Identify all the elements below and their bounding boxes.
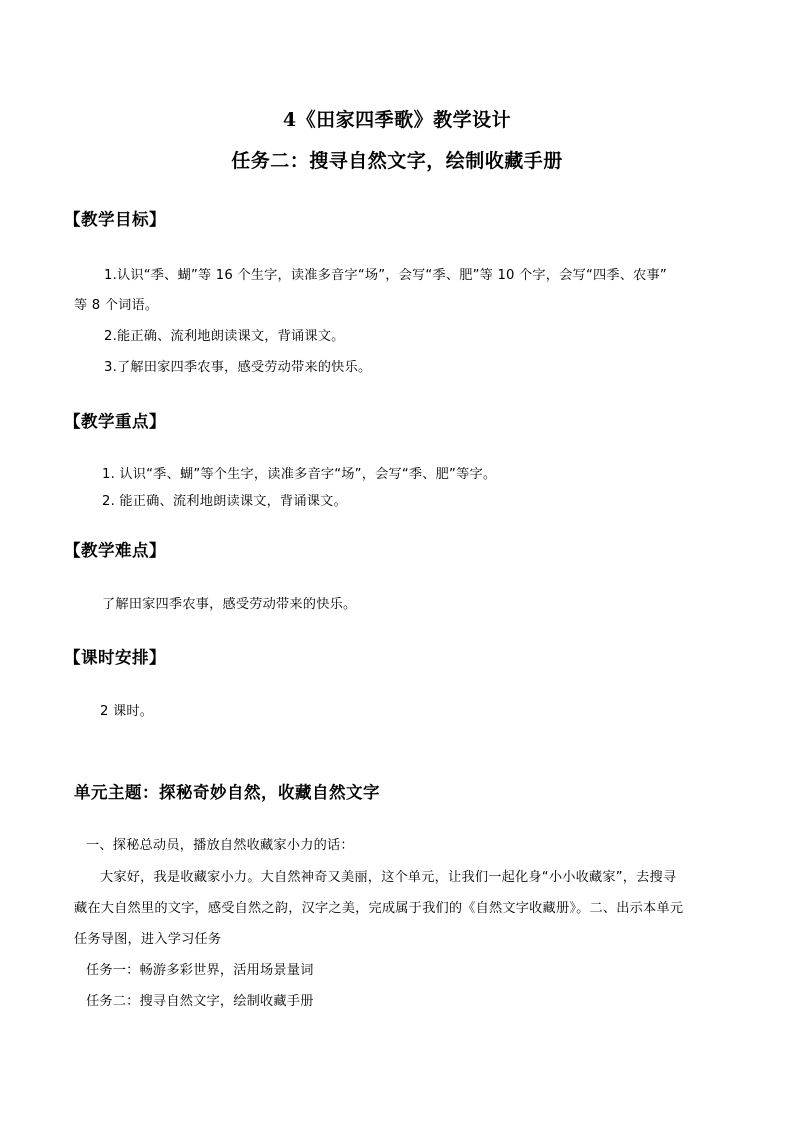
key-points-line-1: 1. 认识“季、蝴”等个生字，读准多音字“场”，会写“季、肥”等字。: [102, 467, 497, 482]
unit-task-2: 任务二：搜寻自然文字，绘制收藏手册: [86, 994, 314, 1009]
key-points-line-2: 2. 能正确、流利地朗读课文，背诵课文。: [102, 494, 347, 509]
unit-paragraph-line-2: 藏在大自然里的文字，感受自然之韵，汉字之美，完成属于我们的《自然文字收藏册》。二、出示本单元: [74, 901, 684, 916]
goals-line-1a: 1.认识“季、蝴”等 16 个生字，读准多音字“场”，会写“季、肥”等 10 个字，会写“四季、农事”: [104, 268, 667, 283]
document-title: 4《田家四季歌》教学设计: [282, 109, 512, 131]
unit-paragraph-line-1: 大家好，我是收藏家小力。大自然神奇又美丽，这个单元，让我们一起化身“小小收藏家”，去搜寻: [100, 870, 677, 885]
schedule-line-1: 2 课时。: [100, 704, 154, 719]
unit-theme-heading: 单元主题：探秘奇妙自然，收藏自然文字: [74, 783, 380, 802]
section-heading-schedule: 【课时安排】: [64, 648, 166, 667]
section-heading-key-points: 【教学重点】: [64, 412, 166, 431]
goals-line-2: 2.能正确、流利地朗读课文，背诵课文。: [104, 329, 345, 344]
unit-paragraph-line-3: 任务导图，进入学习任务: [74, 932, 222, 947]
section-heading-goals: 【教学目标】: [64, 210, 166, 229]
section-heading-difficulties: 【教学难点】: [64, 541, 166, 560]
unit-step-1: 一、探秘总动员，播放自然收藏家小力的话：: [86, 838, 354, 853]
unit-task-1: 任务一：畅游多彩世界，活用场景量词: [86, 963, 314, 978]
goals-line-3: 3.了解田家四季农事，感受劳动带来的快乐。: [104, 360, 372, 375]
difficulties-line-1: 了解田家四季农事，感受劳动带来的快乐。: [102, 597, 357, 612]
document-subtitle: 任务二：搜寻自然文字，绘制收藏手册: [231, 150, 563, 172]
goals-line-1b: 等 8 个词语。: [74, 298, 159, 313]
